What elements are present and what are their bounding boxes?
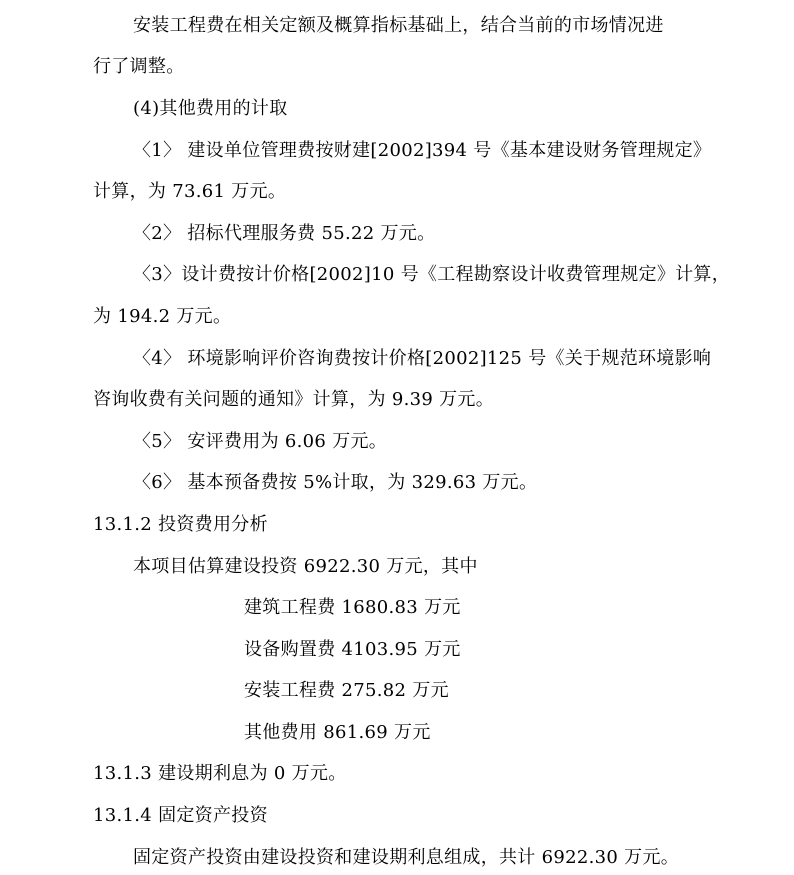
paragraph-line: 本项目估算建设投资 6922.30 万元，其中 — [133, 556, 478, 577]
cost-item-line: 设备购置费 4103.95 万元 — [244, 639, 461, 660]
list-item-line: 〈4〉 环境影响评价咨询费按计价格[2002]125 号《关于规范环境影响 — [133, 348, 712, 369]
cost-item-line: 安装工程费 275.82 万元 — [244, 680, 449, 701]
list-item-line: 〈5〉 安评费用为 6.06 万元。 — [133, 431, 388, 452]
list-item-line: 〈2〉 招标代理服务费 55.22 万元。 — [133, 223, 436, 244]
list-item-line: 计算，为 73.61 万元。 — [93, 181, 287, 202]
list-item-line: 〈3〉设计费按计价格[2002]10 号《工程勘察设计收费管理规定》计算， — [133, 264, 731, 285]
cost-item-line: 其他费用 861.69 万元 — [244, 722, 431, 743]
list-item-line: 为 194.2 万元。 — [93, 306, 232, 327]
section-heading: 13.1.4 固定资产投资 — [93, 805, 268, 826]
list-item-line: 〈1〉 建设单位管理费按财建[2002]394 号《基本建设财务管理规定》 — [133, 140, 712, 161]
paragraph-line: 行了调整。 — [93, 56, 185, 77]
section-heading: 13.1.3 建设期利息为 0 万元。 — [93, 763, 347, 784]
cost-item-line: 建筑工程费 1680.83 万元 — [244, 597, 461, 618]
list-item-line: 〈6〉 基本预备费按 5%计取，为 329.63 万元。 — [133, 472, 538, 493]
paragraph-line: 安装工程费在相关定额及概算指标基础上，结合当前的市场情况进 — [133, 15, 664, 36]
subsection-heading: (4)其他费用的计取 — [133, 98, 288, 119]
list-item-line: 咨询收费有关问题的通知》计算，为 9.39 万元。 — [93, 389, 495, 410]
section-heading: 13.1.2 投资费用分析 — [93, 514, 268, 535]
paragraph-line: 固定资产投资由建设投资和建设期利息组成，共计 6922.30 万元。 — [133, 847, 680, 868]
